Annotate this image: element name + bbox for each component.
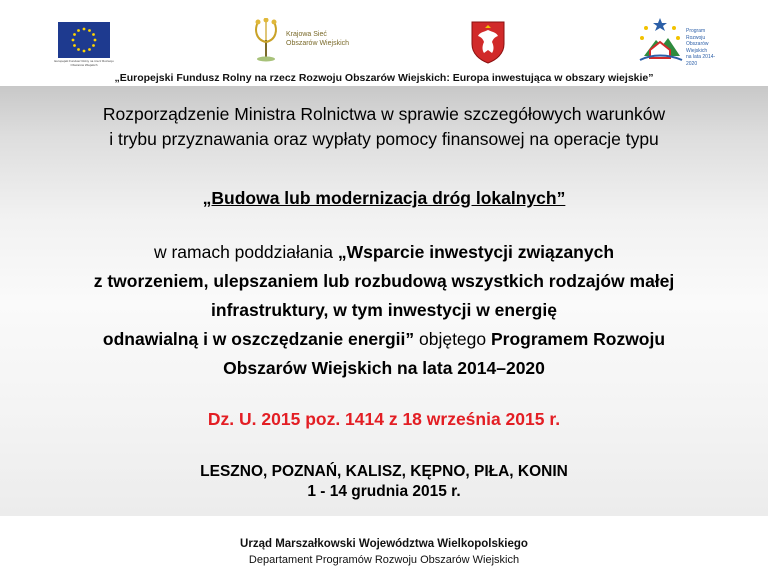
legal-reference: Dz. U. 2015 poz. 1414 z 18 września 2015 r. <box>207 409 561 429</box>
office-name: Urząd Marszałkowski Województwa Wielkopolskiego <box>240 538 528 550</box>
prow-line3: Obszarów <box>686 41 709 47</box>
prow-line5: na lata 2014-2020 <box>686 54 716 67</box>
programme-part-2: Obszarów Wiejskich na lata 2014–2020 <box>223 358 545 378</box>
submeasure-line-2: z tworzeniem, ulepszaniem lub rozbudową wszystkich rodzajów małej <box>93 271 675 291</box>
prow-logo-text <box>686 28 724 67</box>
ksow-logo-icon <box>248 18 358 62</box>
prow-line1: Program <box>686 28 706 34</box>
submeasure-line-4: odnawialną i w oszczędzanie energii” <box>102 329 415 349</box>
prow-line4: Wiejskich <box>686 47 708 54</box>
regulation-line-1: Rozporządzenie Ministra Rolnictwa w sprawie szczegółowych warunków <box>102 104 666 124</box>
dates: 1 - 14 grudnia 2015 r. <box>307 483 461 500</box>
submeasure-line-1: „Wsparcie inwestycji związanych <box>337 242 615 262</box>
locations: LESZNO, POZNAŃ, KALISZ, KĘPNO, PIŁA, KONIN <box>200 463 568 480</box>
fund-slogan: „Europejski Fundusz Rolny na rzecz Rozwoju Obszarów Wiejskich: Europa inwestująca w obszary wiejskie” <box>114 72 654 84</box>
submeasure-line-3: infrastruktury, w tym inwestycji w energię <box>211 300 557 320</box>
eu-caption: Europejski Fundusz Rolny na rzecz Rozwoju Obszarów Wiejskich <box>54 59 114 67</box>
main-content <box>0 86 768 516</box>
intro-text: w ramach poddziałania <box>153 242 338 262</box>
ksow-line1: Krajowa Sieć <box>286 31 327 38</box>
ksow-logo-text <box>286 30 349 48</box>
regulation-line-2: i trybu przyznawania oraz wypłaty pomocy finansowej na operacje typu <box>109 129 659 149</box>
submeasure-description <box>0 238 768 383</box>
operation-type: „Budowa lub modernizacja dróg lokalnych” <box>202 188 566 208</box>
department-name: Departament Programów Rozwoju Obszarów Wiejskich <box>248 554 520 566</box>
wielkopolska-coat-of-arms-icon <box>470 20 506 64</box>
logo-bar <box>0 0 768 72</box>
regulation-title <box>0 102 768 152</box>
programme-part-1: Programem Rozwoju <box>491 329 666 349</box>
footer <box>0 516 768 576</box>
covered-by-text: objętego <box>414 329 491 349</box>
ksow-line2: Obszarów Wiejskich <box>286 40 350 47</box>
eu-flag-icon <box>58 22 110 58</box>
prow-logo-icon <box>636 16 724 67</box>
prow-line2: Rozwoju <box>686 34 706 41</box>
event-info <box>0 462 768 502</box>
